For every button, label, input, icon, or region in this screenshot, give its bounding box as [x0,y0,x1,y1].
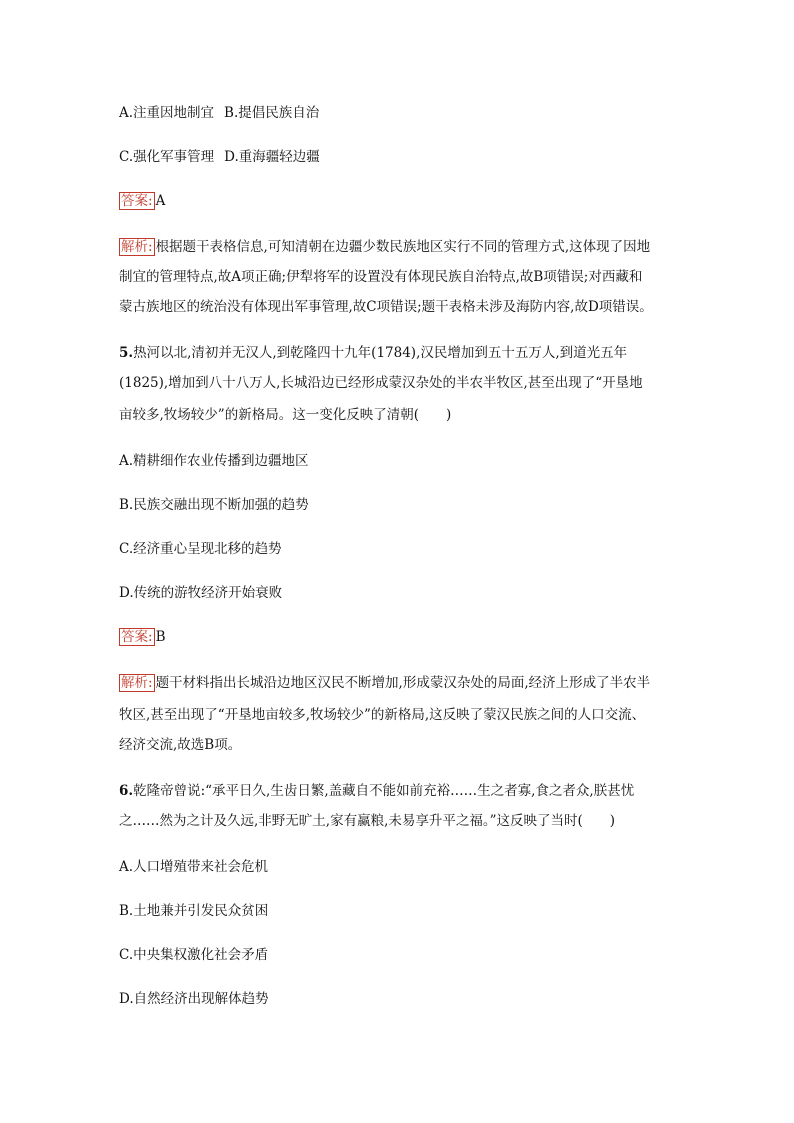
analysis-label-box: 解析: [121,239,153,255]
q4-answer-value: A [155,193,166,209]
q5-option-b: B.民族交融出现不断加强的趋势 [119,497,309,513]
q6-option-a: A.人口增殖带来社会危机 [119,859,269,875]
q4-option-d: D.重海疆轻边疆 [224,149,320,165]
q4-option-a: A.注重因地制宜 [119,105,215,121]
q4-answer [119,192,165,210]
q5-analysis-line-3: 经济交流,故选B项。 [119,737,242,753]
q4-options-row-1 [119,104,319,122]
q5-option-c: C.经济重心呈现北移的趋势 [119,541,282,557]
q5-option-a: A.精耕细作农业传播到边疆地区 [119,453,309,469]
q5-answer-value: B [155,629,166,645]
q5-option-d: D.传统的游牧经济开始衰败 [119,585,283,601]
q5-answer [119,628,165,646]
q5-analysis-line-1: 解析: 题干材料指出长城沿边地区汉民不断增加,形成蒙汉杂处的局面,经济上形成了半农半 [121,675,651,691]
q5-stem-line-1: 5.热河以北,清初并无汉人,到乾隆四十九年(1784),汉民增加到五十五万人,到道光五年 [119,345,628,361]
q4-analysis-line-3: 蒙古族地区的统治没有体现出军事管理,故C项错误;题干表格未涉及海防内容,故D项错误。 [119,299,653,315]
q5-stem-line-3: 亩较多,牧场较少”的新格局。这一变化反映了清朝( ) [119,407,452,423]
q6-stem-line-1: 6.乾隆帝曾说:“承平日久,生齿日繁,盖藏自不能如前充裕……生之者寡,食之者众,朕甚忧 [119,783,635,799]
q6-option-d: D.自然经济出现解体趋势 [119,991,269,1007]
answer-label-box: 答案: [121,629,153,645]
q4-analysis-line-2: 制宜的管理特点,故A项正确;伊犁将军的设置没有体现民族自治特点,故B项错误;对西藏和 [119,269,643,285]
answer-label-box: 答案: [121,193,153,209]
q5-analysis-line-2: 牧区,甚至出现了“开垦地亩较多,牧场较少”的新格局,这反映了蒙汉民族之间的人口交流、 [119,707,646,723]
q5-stem-line-2: (1825),增加到八十八万人,长城沿边已经形成蒙汉杂处的半农半牧区,甚至出现了“开垦地 [119,375,643,391]
q6-option-c: C.中央集权激化社会矛盾 [119,947,269,963]
q4-option-b: B.提倡民族自治 [224,105,320,121]
q5-number: 5. [119,345,134,361]
analysis-label-box: 解析: [121,675,153,691]
q6-option-b: B.土地兼并引发民众贫困 [119,903,269,919]
q4-analysis-line-1: 解析: 根据题干表格信息,可知清朝在边疆少数民族地区实行不同的管理方式,这体现了因地 [121,239,651,255]
q6-number: 6. [119,783,134,799]
q4-option-c: C.强化军事管理 [119,149,215,165]
q6-stem-line-2: 之……然为之计及久远,非野无旷土,家有赢粮,未易享升平之福。”这反映了当时( ) [119,813,616,829]
q4-options-row-2 [119,148,320,166]
